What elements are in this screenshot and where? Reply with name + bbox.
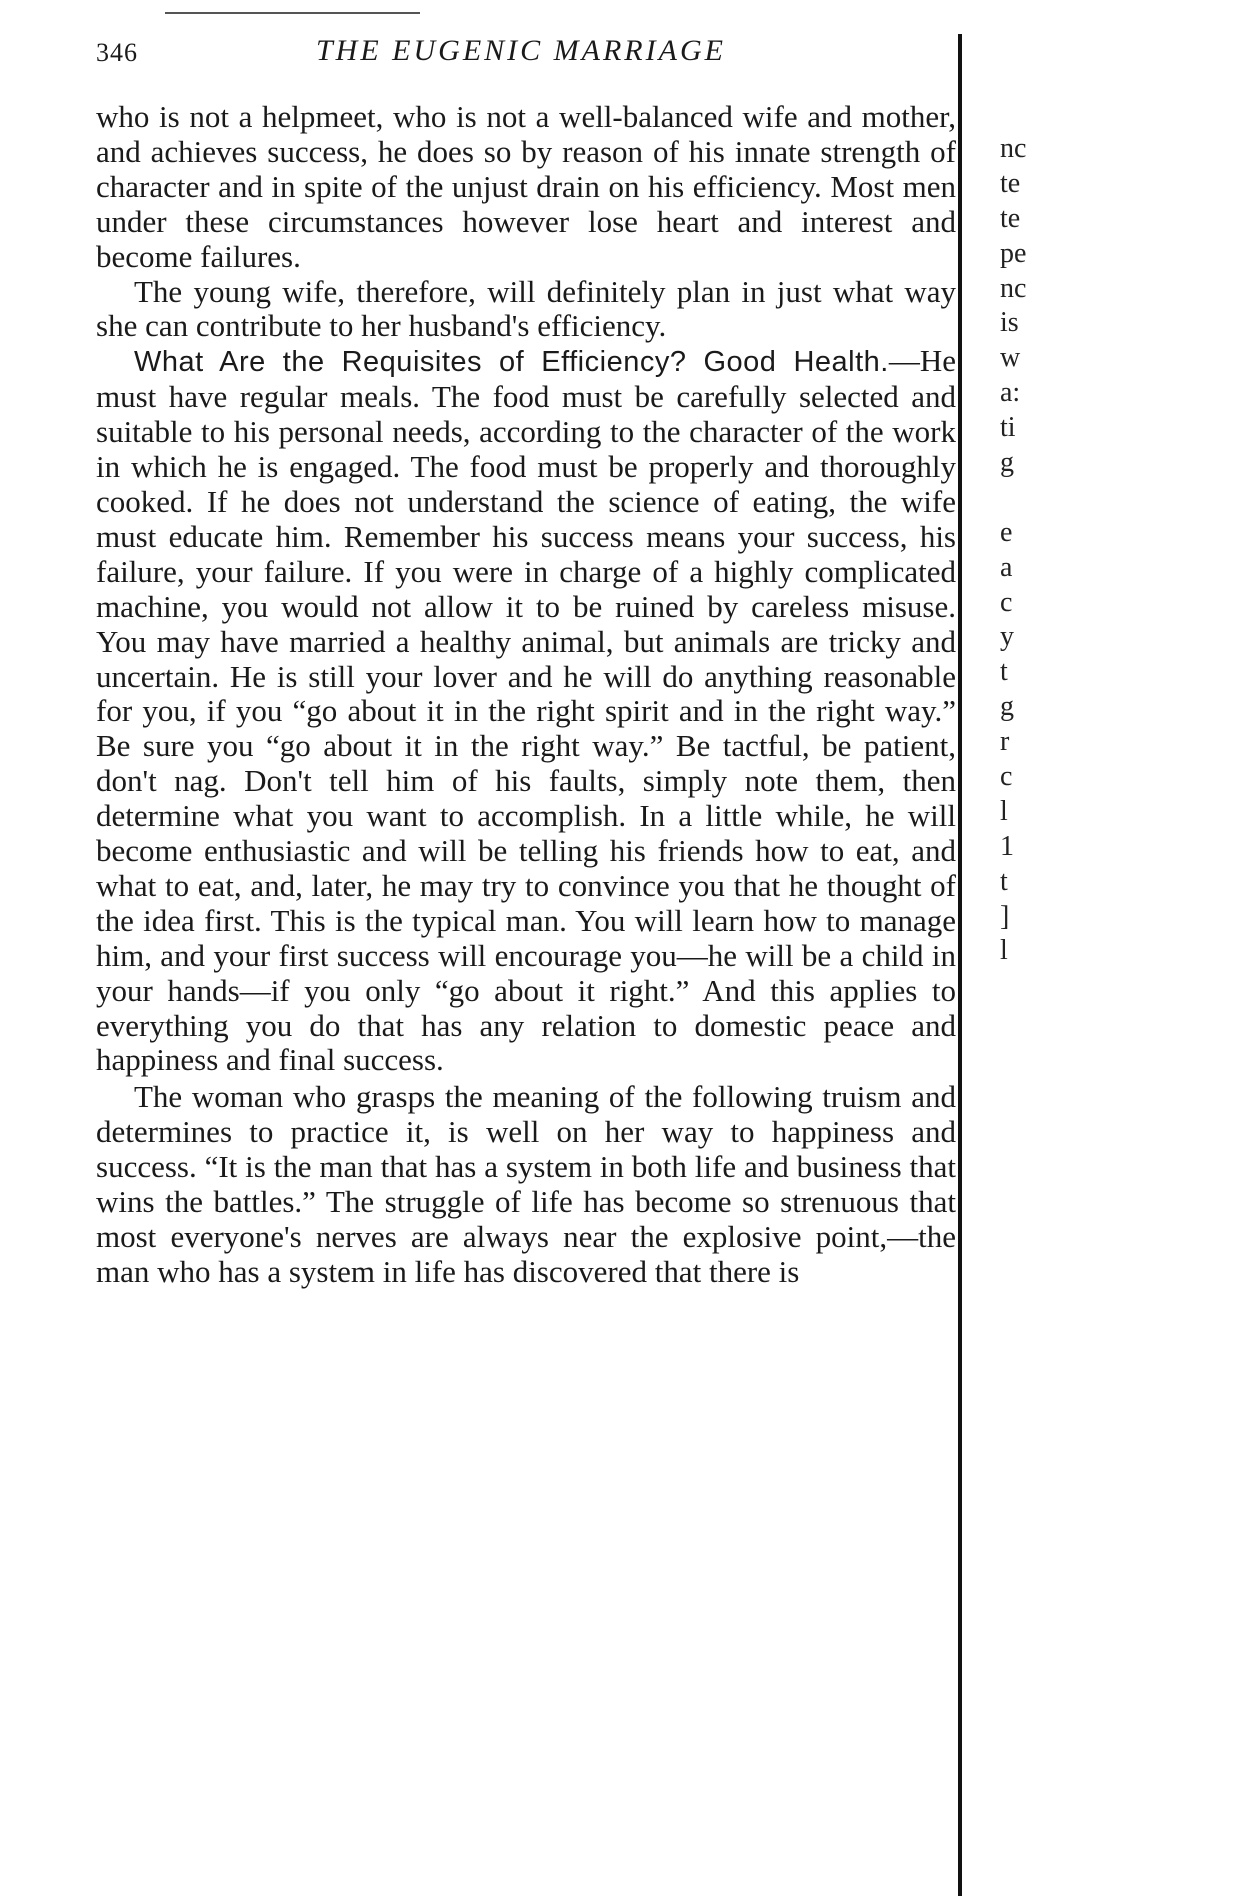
facing-page-fragment: ti [1000, 412, 1016, 444]
paragraph-2: The young wife, therefore, will definitely plan in just what way she can contribute to her husband's efficiency. [96, 273, 956, 344]
paragraph-4: The woman who grasps the meaning of the following truism and determines to practice it, is well on her way to happiness and success. “It is the man that has a system in both life and business that wins the battles.” The struggle of life has become so strenuous that most everyone's nerves are always near the explosive point,—the man who has a system in life has discovered that there is [96, 1079, 956, 1289]
facing-page-fragment: l [1000, 935, 1008, 967]
facing-page-fragment: nc [1000, 272, 1027, 304]
facing-page-fragment: t [1000, 865, 1008, 897]
facing-page-fragment [1000, 481, 1060, 516]
facing-page-fragment: r [1000, 726, 1010, 758]
facing-page-fragments [1000, 132, 1060, 969]
facing-page-fragment: c [1000, 761, 1013, 793]
facing-page-fragment: is [1000, 307, 1019, 339]
facing-page-fragment: l [1000, 795, 1008, 827]
facing-page-fragment: g [1000, 447, 1014, 479]
top-rule [165, 12, 420, 14]
section-heading: What Are the Requisites of Efficiency? Good Health. [134, 346, 889, 379]
facing-page-fragment: y [1000, 621, 1014, 653]
facing-page-fragment: pe [1000, 237, 1027, 269]
gutter-rule [958, 34, 962, 1896]
body-text [96, 100, 956, 1290]
paragraph-3 [96, 344, 956, 1078]
facing-page-fragment: te [1000, 202, 1021, 234]
facing-page-fragment: c [1000, 586, 1013, 618]
facing-page-fragment: nc [1000, 133, 1027, 164]
facing-page-fragment: t [1000, 656, 1008, 688]
facing-page-fragment: a: [1000, 377, 1021, 409]
facing-page-fragment: g [1000, 691, 1014, 723]
facing-page-fragment: 1 [1000, 830, 1014, 862]
page-header [96, 34, 956, 74]
page-number: 346 [96, 38, 138, 67]
paragraph-3-text: —He must have regular meals. The food must be carefully selected and suitable to his personal needs, according to the character of the work in which he is engaged. The food must be properly and thoroughly cooked. If he does not understand the science of eating, the wife must educate him. Remember his success means your success, his failure, your failure. If you were in charge of a highly complicated machine, you would not allow it to be ruined by careless misuse. You may have married a healthy animal, but animals are tricky and uncertain. He is still your lover and he will do anything reasonable for you, if you “go about it in the right spirit and in the right way.” Be sure you “go about it in the right way.” Be tactful, be patient, don't nag. Don't tell him of his faults, simply note them, then determine what you want to accomplish. In a little while, he will become enthusiastic and will be telling his friends how to eat, and what to eat, and, later, he may try to convince you that he thought of the idea first. This is the typical man. You will learn how to manage him, and your first success will encourage you—he will be a child in your hands—if you only “go about it right.” And this applies to everything you do that has any relation to domestic peace and happiness and final success. [96, 343, 956, 1078]
running-title: THE EUGENIC MARRIAGE [316, 34, 726, 67]
facing-page-fragment: e [1000, 516, 1013, 548]
facing-page-fragment: w [1000, 342, 1021, 374]
paragraph-1: who is not a helpmeet, who is not a well-balanced wife and mother, and achieves success, he does so by reason of his innate strength of character and in spite of the unjust drain on his efficiency. Most men under these circumstances however lose heart and interest and become failures. [96, 99, 956, 274]
facing-page-fragment: te [1000, 167, 1021, 199]
facing-page-fragment: ] [1000, 900, 1010, 932]
facing-page-fragment: a [1000, 551, 1013, 583]
